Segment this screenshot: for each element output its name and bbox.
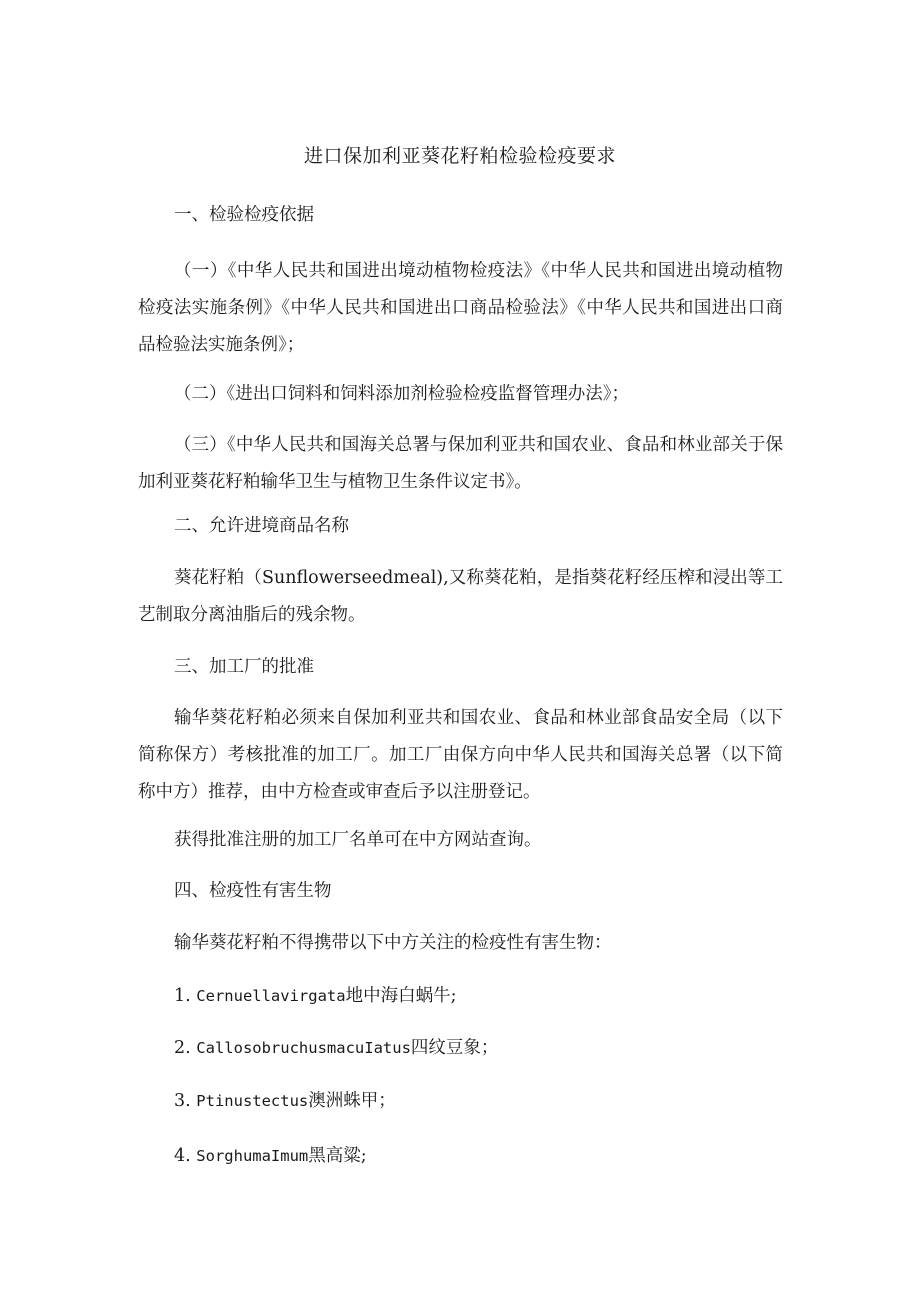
pest-number: 2. (174, 1038, 191, 1058)
pest-number: 4. (174, 1146, 191, 1166)
pest-number: 3. (174, 1091, 191, 1111)
plant-approval-paragraph: 输华葵花籽粕必须来自保加利亚共和国农业、食品和林业部食品安全局（以下简称保方）考核批准的加工厂。加工厂由保方向中华人民共和国海关总署（以下简称中方）推荐，由中方检查或审查后予以注册登记。 (138, 708, 783, 802)
pest-latin-name: CallosobruchusmacuIatus (196, 1039, 411, 1057)
pest-chinese-name: 澳洲蛛甲； (308, 1091, 396, 1111)
pest-chinese-name: 地中海白蜗牛; (345, 986, 457, 1006)
product-definition: 葵花籽粕（Sunflowerseedmeal),又称葵花粕，是指葵花籽经压榨和浸出等工艺制取分离油脂后的残余物。 (138, 568, 783, 625)
document-title: 进口保加利亚葵花籽粕检验检疫要求 (303, 145, 616, 167)
pest-latin-name: Ptinustectus (196, 1092, 309, 1110)
section-3-heading: 三、加工厂的批准 (174, 657, 314, 677)
basis-item-3: （三）《中华人民共和国海关总署与保加利亚共和国农业、食品和林业部关于保加利亚葵花籽粕输华卫生与植物卫生条件议定书》。 (138, 435, 783, 492)
pest-number: 1. (174, 986, 191, 1006)
section-4-heading: 四、检疫性有害生物 (174, 881, 332, 901)
basis-item-1: （一）《中华人民共和国进出境动植物检疫法》《中华人民共和国进出境动植物检疫法实施条例》《中华人民共和国进出口商品检验法》《中华人民共和国进出口商品检验法实施条例》； (138, 261, 783, 355)
pest-intro: 输华葵花籽粕不得携带以下中方关注的检疫性有害生物： (174, 933, 612, 953)
pest-item (174, 1143, 367, 1169)
pest-latin-name: SorghumaImum (196, 1147, 309, 1165)
basis-item-2: （二）《进出口饲料和饲料添加剂检验检疫监督管理办法》； (174, 384, 629, 404)
section-1-heading: 一、检验检疫依据 (174, 205, 314, 225)
pest-item (174, 1088, 396, 1114)
pest-item (174, 983, 457, 1009)
plant-list-note: 获得批准注册的加工厂名单可在中方网站查询。 (174, 830, 542, 850)
pest-chinese-name: 四纹豆象； (410, 1038, 499, 1058)
section-2-heading: 二、允许进境商品名称 (174, 516, 349, 536)
pest-latin-name: Cernuellavirgata (196, 987, 346, 1005)
pest-chinese-name: 黑高粱; (308, 1146, 367, 1166)
pest-item (174, 1035, 498, 1061)
